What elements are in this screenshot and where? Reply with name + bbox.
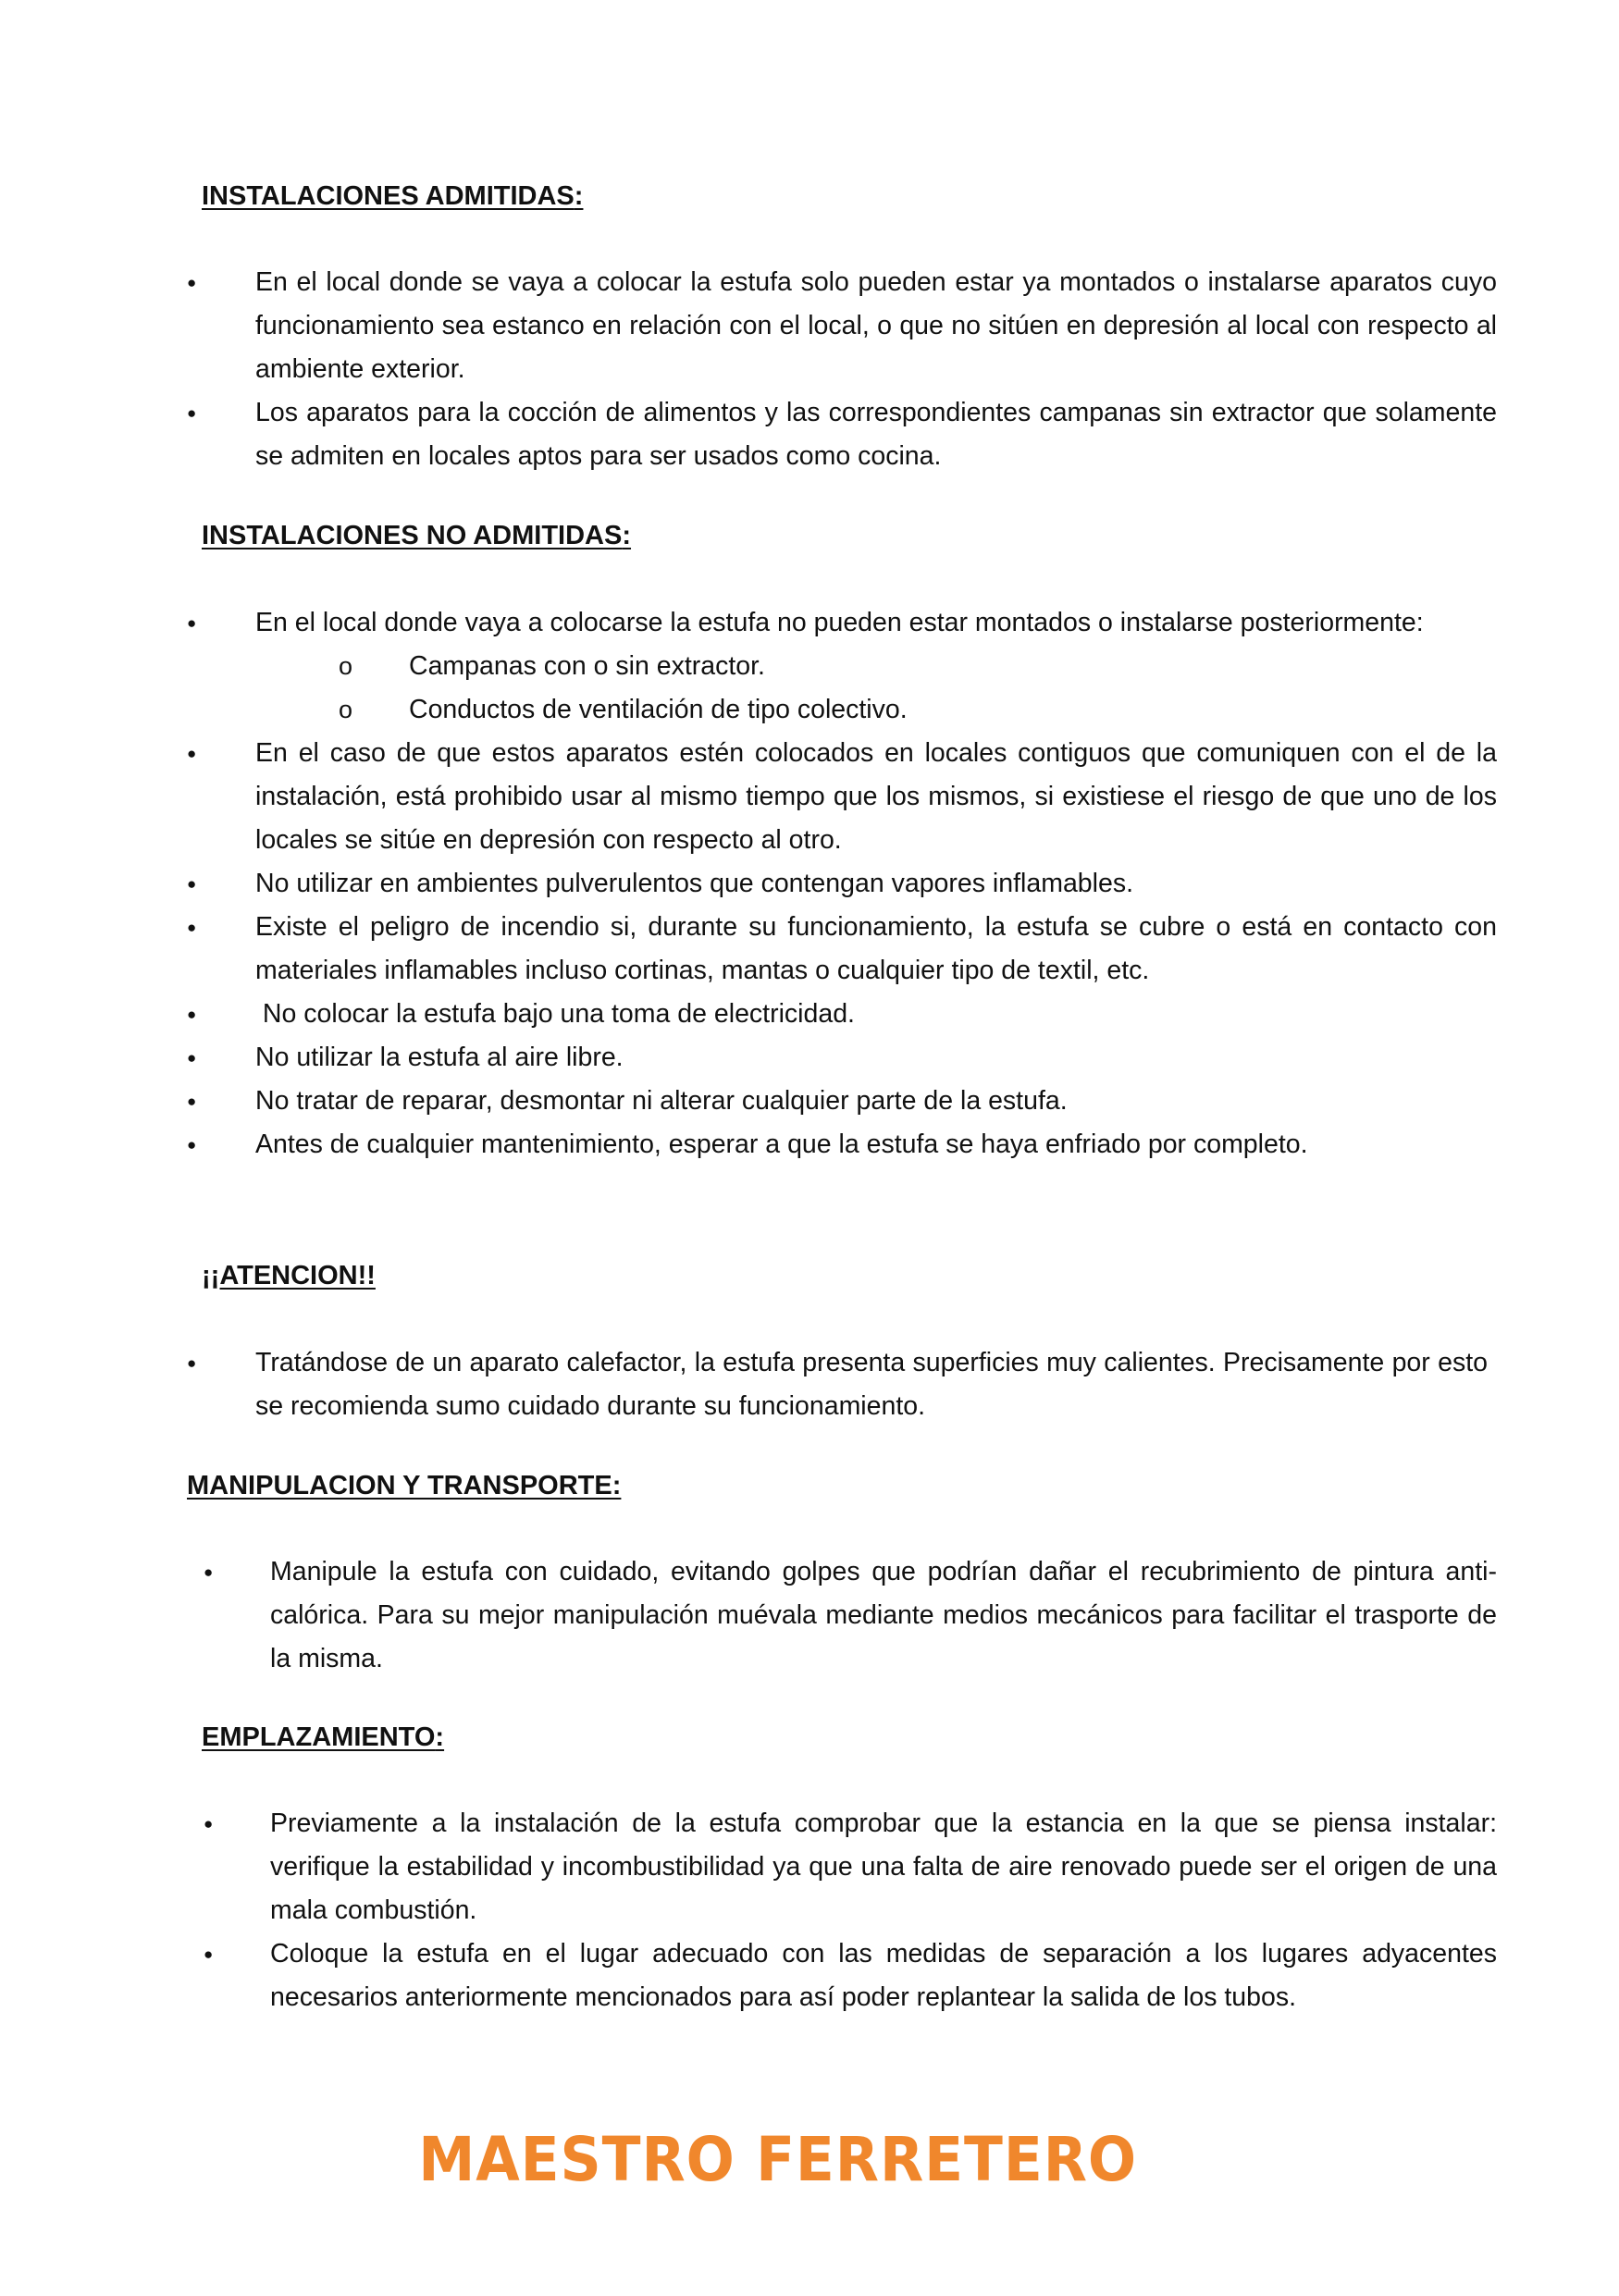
list-item: ● No colocar la estufa bajo una toma de electricidad.	[255, 993, 1497, 1036]
list-instalaciones-no-admitidas	[255, 601, 1497, 1167]
section-heading-emplazamiento	[202, 1722, 444, 1753]
list-manipulacion-transporte	[270, 1550, 1497, 1681]
list-item: ● Antes de cualquier mantenimiento, esperar a que la estufa se haya enfriado por completo.	[255, 1123, 1497, 1167]
list-item: ● En el local donde se vaya a colocar la estufa solo pueden estar ya montados o instalarse aparatos cuyo funcionamiento sea estanco en relación con el local, o que no sitúen en depresión al local con respecto al ambiente exterior.	[255, 261, 1497, 391]
heading-colon: :	[574, 181, 584, 211]
list-emplazamiento	[270, 1802, 1497, 2019]
section-heading-atencion	[202, 1261, 376, 1291]
list-instalaciones-admitidas	[255, 261, 1497, 478]
list-item-text: En el local donde vaya a colocarse la estufa no pueden estar montados o instalarse posteriormente:	[255, 608, 1424, 637]
heading-text: ¡¡ATENCION!!	[202, 1261, 376, 1290]
list-item: ● Previamente a la instalación de la estufa comprobar que la estancia en la que se piensa instalar: verifique la estabilidad y incombustibilidad ya que una falta de aire renovado puede ser el origen de una mala combustión.	[270, 1802, 1497, 1932]
list-item: ● Coloque la estufa en el lugar adecuado con las medidas de separación a los lugares adyacentes necesarios anteriormente mencionados para así poder replantear la salida de los tubos.	[270, 1932, 1497, 2019]
sub-list-item: o Conductos de ventilación de tipo colectivo.	[255, 688, 1497, 732]
list-item: ● Tratándose de un aparato calefactor, la estufa presenta superficies muy calientes. Precisamente por esto se recomienda sumo cuidado durante su funcionamiento.	[255, 1341, 1488, 1428]
list-item: ● En el caso de que estos aparatos estén colocados en locales contiguos que comuniquen con el de la instalación, está prohibido usar al mismo tiempo que los mismos, si existiese el riesgo de que uno de los locales se sitúe en depresión con respecto al otro.	[255, 732, 1497, 862]
section-heading-instalaciones-no-admitidas	[202, 521, 631, 551]
list-item: ● Los aparatos para la cocción de alimentos y las correspondientes campanas sin extractor que solamente se admiten en locales aptos para ser usados como cocina.	[255, 391, 1497, 478]
heading-colon: :	[622, 521, 632, 550]
list-item: ● Manipule la estufa con cuidado, evitando golpes que podrían dañar el recubrimiento de pintura anti-calórica. Para su mejor manipulación muévala mediante medios mecánicos para facilitar el trasporte de la misma.	[270, 1550, 1497, 1681]
sub-list	[255, 645, 1497, 732]
list-item: ● Existe el peligro de incendio si, durante su funcionamiento, la estufa se cubre o está en contacto con materiales inflamables incluso cortinas, mantas o cualquier tipo de textil, etc.	[255, 906, 1497, 993]
section-heading-instalaciones-admitidas	[202, 181, 583, 212]
heading-text: INSTALACIONES ADMITIDAS	[202, 181, 575, 211]
list-item: ● No utilizar en ambientes pulverulentos que contengan vapores inflamables.	[255, 862, 1497, 906]
brand-logo	[0, 2124, 1619, 2195]
list-item	[255, 601, 1497, 732]
list-item: ● No tratar de reparar, desmontar ni alterar cualquier parte de la estufa.	[255, 1080, 1497, 1123]
section-heading-manipulacion-transporte	[187, 1471, 621, 1501]
list-item: ● No utilizar la estufa al aire libre.	[255, 1036, 1497, 1080]
brand-text: MAESTRO FERRETERO	[418, 2124, 1138, 2195]
list-atencion	[255, 1341, 1488, 1428]
heading-colon: :	[435, 1722, 445, 1752]
heading-text: MANIPULACION Y TRANSPORTE:	[187, 1471, 622, 1500]
heading-text: EMPLAZAMIENTO	[202, 1722, 436, 1752]
heading-text: INSTALACIONES NO ADMITIDAS	[202, 521, 623, 550]
sub-list-item: o Campanas con o sin extractor.	[255, 645, 1497, 688]
